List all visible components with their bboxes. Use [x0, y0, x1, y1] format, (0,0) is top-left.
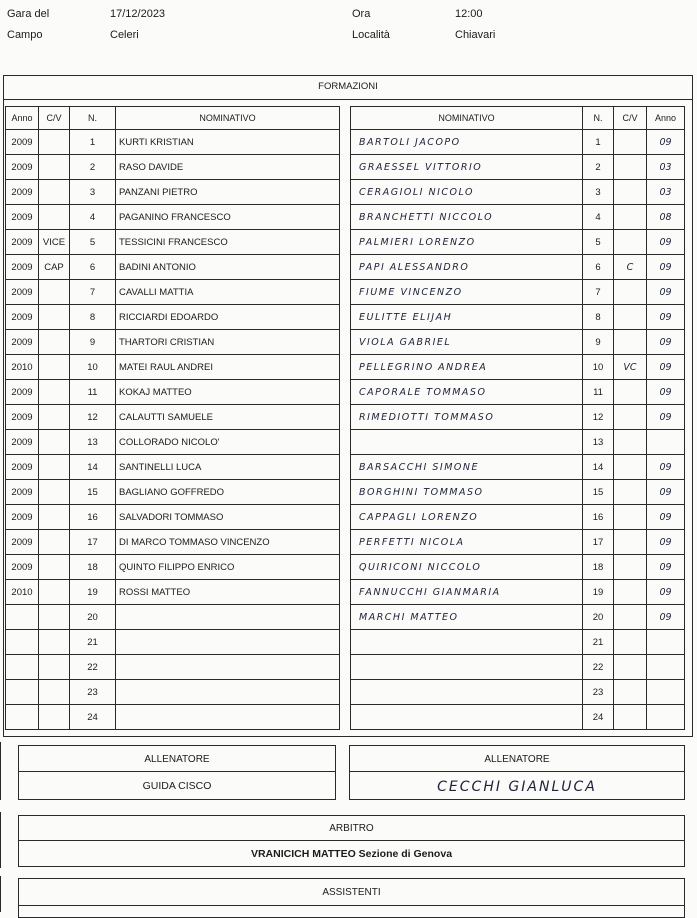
- player-number: 11: [70, 380, 116, 405]
- player-role: [39, 605, 70, 630]
- table-row: [351, 430, 685, 455]
- table-row: [351, 355, 685, 380]
- player-birth-year: 2009: [6, 405, 39, 430]
- formazioni-divider: [3, 99, 693, 100]
- home-coach-divider: [19, 771, 335, 772]
- player-number: 4: [583, 205, 614, 230]
- player-birth-year: 2009: [6, 380, 39, 405]
- player-name: CAVALLI MATTIA: [116, 280, 340, 305]
- player-role: [614, 305, 647, 330]
- col-header-name: NOMINATIVO: [351, 107, 583, 130]
- player-birth-year: 09: [647, 255, 685, 280]
- table-row: [351, 205, 685, 230]
- player-number: 18: [70, 555, 116, 580]
- player-number: 24: [70, 705, 116, 730]
- player-name: VIOLA GABRIEL: [351, 330, 583, 355]
- player-birth-year: 09: [647, 480, 685, 505]
- player-number: 12: [583, 405, 614, 430]
- player-name: RICCIARDI EDOARDO: [116, 305, 340, 330]
- player-role: [614, 455, 647, 480]
- player-name: BRANCHETTI NICCOLO: [351, 205, 583, 230]
- player-role: [39, 180, 70, 205]
- player-name: [116, 680, 340, 705]
- player-number: 23: [70, 680, 116, 705]
- player-role: [614, 530, 647, 555]
- player-birth-year: 09: [647, 580, 685, 605]
- player-role: [614, 405, 647, 430]
- table-row: [6, 305, 340, 330]
- player-birth-year: [6, 655, 39, 680]
- player-number: 2: [583, 155, 614, 180]
- table-row: [6, 480, 340, 505]
- player-role: [614, 705, 647, 730]
- player-role: [39, 130, 70, 155]
- player-birth-year: 2009: [6, 130, 39, 155]
- table-row: [6, 330, 340, 355]
- player-birth-year: 2009: [6, 180, 39, 205]
- player-number: 15: [70, 480, 116, 505]
- player-name: CAPPAGLI LORENZO: [351, 505, 583, 530]
- player-number: 2: [70, 155, 116, 180]
- away-team-header-row: [351, 107, 685, 130]
- player-number: 9: [583, 330, 614, 355]
- player-number: 22: [70, 655, 116, 680]
- player-role: [39, 555, 70, 580]
- table-row: [6, 655, 340, 680]
- player-number: 11: [583, 380, 614, 405]
- col-header-anno: Anno: [6, 107, 39, 130]
- table-row: [6, 380, 340, 405]
- player-birth-year: 09: [647, 230, 685, 255]
- player-role: [614, 155, 647, 180]
- player-role: CAP: [39, 255, 70, 280]
- player-role: [614, 205, 647, 230]
- player-number: 8: [70, 305, 116, 330]
- player-name: [116, 655, 340, 680]
- referee-label: ARBITRO: [329, 823, 374, 834]
- player-number: 18: [583, 555, 614, 580]
- player-name: THARTORI CRISTIAN: [116, 330, 340, 355]
- player-role: [39, 505, 70, 530]
- player-name: FIUME VINCENZO: [351, 280, 583, 305]
- away-coach-label: ALLENATORE: [484, 754, 550, 765]
- player-number: 3: [583, 180, 614, 205]
- player-role: [614, 555, 647, 580]
- player-birth-year: 09: [647, 555, 685, 580]
- table-row: [351, 505, 685, 530]
- player-role: [39, 330, 70, 355]
- player-birth-year: 2009: [6, 280, 39, 305]
- away-coach-name: CECCHI GIANLUCA: [437, 779, 597, 795]
- player-birth-year: 08: [647, 205, 685, 230]
- player-name: KOKAJ MATTEO: [116, 380, 340, 405]
- player-name: [351, 630, 583, 655]
- player-number: 10: [70, 355, 116, 380]
- player-birth-year: 2009: [6, 305, 39, 330]
- assistants-box: [18, 878, 685, 918]
- assistants-label: ASSISTENTI: [322, 887, 381, 898]
- player-birth-year: 09: [647, 605, 685, 630]
- player-number: 1: [583, 130, 614, 155]
- home-team-header-row: [6, 107, 340, 130]
- col-header-number: N.: [583, 107, 614, 130]
- player-name: QUINTO FILIPPO ENRICO: [116, 555, 340, 580]
- player-number: 13: [583, 430, 614, 455]
- field-value: Celeri: [110, 29, 139, 41]
- player-name: CALAUTTI SAMUELE: [116, 405, 340, 430]
- player-name: [116, 605, 340, 630]
- player-name: CERAGIOLI NICOLO: [351, 180, 583, 205]
- player-number: 5: [583, 230, 614, 255]
- player-name: CAPORALE TOMMASO: [351, 380, 583, 405]
- player-name: PERFETTI NICOLA: [351, 530, 583, 555]
- table-row: [351, 530, 685, 555]
- table-row: [6, 355, 340, 380]
- player-birth-year: 2009: [6, 230, 39, 255]
- player-number: 10: [583, 355, 614, 380]
- player-birth-year: 09: [647, 280, 685, 305]
- player-name: BAGLIANO GOFFREDO: [116, 480, 340, 505]
- player-birth-year: 09: [647, 455, 685, 480]
- player-role: [614, 605, 647, 630]
- player-number: 1: [70, 130, 116, 155]
- player-name: FANNUCCHI GIANMARIA: [351, 580, 583, 605]
- player-name: PALMIERI LORENZO: [351, 230, 583, 255]
- player-name: PAGANINO FRANCESCO: [116, 205, 340, 230]
- player-name: [116, 705, 340, 730]
- away-team-rows: [351, 130, 685, 730]
- player-name: QUIRICONI NICCOLO: [351, 555, 583, 580]
- time-value: 12:00: [455, 8, 483, 20]
- player-number: 23: [583, 680, 614, 705]
- player-birth-year: 2009: [6, 430, 39, 455]
- player-name: BADINI ANTONIO: [116, 255, 340, 280]
- edge-mark: [0, 876, 1, 912]
- table-row: [351, 680, 685, 705]
- player-role: [614, 505, 647, 530]
- player-birth-year: 2010: [6, 355, 39, 380]
- player-birth-year: 09: [647, 405, 685, 430]
- player-role: [39, 205, 70, 230]
- player-name: [351, 430, 583, 455]
- table-row: [6, 580, 340, 605]
- table-row: [351, 380, 685, 405]
- player-name: [351, 655, 583, 680]
- player-number: 6: [70, 255, 116, 280]
- player-number: 7: [583, 280, 614, 305]
- col-header-name: NOMINATIVO: [116, 107, 340, 130]
- player-birth-year: [6, 680, 39, 705]
- player-role: [614, 380, 647, 405]
- home-coach-box: [18, 745, 336, 800]
- player-role: [614, 180, 647, 205]
- player-role: [614, 480, 647, 505]
- player-role: [614, 630, 647, 655]
- player-number: 9: [70, 330, 116, 355]
- player-role: [39, 655, 70, 680]
- col-header-cv: C/V: [614, 107, 647, 130]
- player-number: 19: [583, 580, 614, 605]
- player-role: [614, 580, 647, 605]
- player-birth-year: 09: [647, 305, 685, 330]
- table-row: [6, 430, 340, 455]
- player-name: KURTI KRISTIAN: [116, 130, 340, 155]
- player-number: 16: [70, 505, 116, 530]
- player-name: BORGHINI TOMMASO: [351, 480, 583, 505]
- player-name: RIMEDIOTTI TOMMASO: [351, 405, 583, 430]
- home-coach-name: GUIDA CISCO: [142, 780, 212, 792]
- home-coach-label: ALLENATORE: [144, 754, 210, 765]
- player-role: [39, 305, 70, 330]
- player-birth-year: [647, 430, 685, 455]
- player-birth-year: 09: [647, 130, 685, 155]
- home-team-rows: [6, 130, 340, 730]
- player-name: ROSSI MATTEO: [116, 580, 340, 605]
- player-number: 17: [70, 530, 116, 555]
- player-number: 16: [583, 505, 614, 530]
- away-team-table: [350, 106, 685, 730]
- player-birth-year: 2009: [6, 205, 39, 230]
- player-name: PANZANI PIETRO: [116, 180, 340, 205]
- table-row: [6, 405, 340, 430]
- player-birth-year: 2009: [6, 480, 39, 505]
- player-number: 7: [70, 280, 116, 305]
- player-role: C: [614, 255, 647, 280]
- player-name: DI MARCO TOMMASO VINCENZO: [116, 530, 340, 555]
- player-role: [39, 155, 70, 180]
- player-number: 4: [70, 205, 116, 230]
- player-role: [39, 480, 70, 505]
- away-coach-box: [349, 745, 685, 800]
- player-birth-year: 2009: [6, 155, 39, 180]
- table-row: [351, 330, 685, 355]
- player-name: COLLORADO NICOLO': [116, 430, 340, 455]
- player-name: BARTOLI JACOPO: [351, 130, 583, 155]
- player-role: [39, 630, 70, 655]
- player-birth-year: 03: [647, 180, 685, 205]
- col-header-anno: Anno: [647, 107, 685, 130]
- player-birth-year: 2010: [6, 580, 39, 605]
- home-team-table: [5, 106, 340, 730]
- player-number: 14: [70, 455, 116, 480]
- player-number: 22: [583, 655, 614, 680]
- player-role: VICE: [39, 230, 70, 255]
- player-role: [39, 455, 70, 480]
- table-row: [6, 205, 340, 230]
- table-row: [351, 155, 685, 180]
- player-name: SALVADORI TOMMASO: [116, 505, 340, 530]
- table-row: [6, 455, 340, 480]
- table-row: [351, 130, 685, 155]
- player-name: GRAESSEL VITTORIO: [351, 155, 583, 180]
- player-birth-year: 2009: [6, 330, 39, 355]
- player-role: [39, 280, 70, 305]
- table-row: [351, 555, 685, 580]
- player-role: [614, 430, 647, 455]
- table-row: [351, 280, 685, 305]
- formazioni-title: FORMAZIONI: [318, 81, 378, 92]
- player-number: 3: [70, 180, 116, 205]
- player-birth-year: [6, 605, 39, 630]
- away-coach-divider: [350, 771, 684, 772]
- match-date-label: Gara del: [7, 8, 50, 20]
- player-birth-year: [6, 630, 39, 655]
- player-number: 13: [70, 430, 116, 455]
- table-row: [6, 680, 340, 705]
- player-name: BARSACCHI SIMONE: [351, 455, 583, 480]
- player-birth-year: 2009: [6, 530, 39, 555]
- player-role: [39, 530, 70, 555]
- player-name: TESSICINI FRANCESCO: [116, 230, 340, 255]
- player-number: 21: [70, 630, 116, 655]
- table-row: [351, 455, 685, 480]
- table-row: [6, 130, 340, 155]
- table-row: [351, 580, 685, 605]
- table-row: [6, 705, 340, 730]
- col-header-number: N.: [70, 107, 116, 130]
- player-number: 21: [583, 630, 614, 655]
- referee-divider: [19, 840, 684, 841]
- table-row: [6, 555, 340, 580]
- player-number: 20: [70, 605, 116, 630]
- table-row: [351, 255, 685, 280]
- player-birth-year: [647, 705, 685, 730]
- player-role: [39, 380, 70, 405]
- player-role: [614, 230, 647, 255]
- player-number: 12: [70, 405, 116, 430]
- table-row: [351, 655, 685, 680]
- player-birth-year: [647, 680, 685, 705]
- player-number: 5: [70, 230, 116, 255]
- referee-box: [18, 815, 685, 867]
- table-row: [6, 505, 340, 530]
- table-row: [351, 405, 685, 430]
- player-role: [614, 280, 647, 305]
- player-birth-year: 09: [647, 505, 685, 530]
- player-role: [614, 330, 647, 355]
- player-role: [39, 405, 70, 430]
- player-role: [39, 580, 70, 605]
- player-role: [614, 130, 647, 155]
- match-date-value: 17/12/2023: [110, 8, 166, 20]
- table-row: [6, 255, 340, 280]
- player-name: PELLEGRINO ANDREA: [351, 355, 583, 380]
- player-birth-year: 2009: [6, 255, 39, 280]
- edge-mark: [0, 812, 1, 868]
- edge-mark: [0, 742, 1, 800]
- player-number: 17: [583, 530, 614, 555]
- field-label: Campo: [7, 29, 43, 41]
- player-birth-year: 09: [647, 380, 685, 405]
- table-row: [6, 530, 340, 555]
- player-number: 20: [583, 605, 614, 630]
- player-birth-year: [6, 705, 39, 730]
- table-row: [6, 155, 340, 180]
- table-row: [351, 480, 685, 505]
- player-birth-year: [647, 655, 685, 680]
- player-number: 24: [583, 705, 614, 730]
- place-value: Chiavari: [455, 29, 496, 41]
- player-role: VC: [614, 355, 647, 380]
- table-row: [351, 605, 685, 630]
- place-label: Località: [352, 29, 390, 41]
- player-number: 8: [583, 305, 614, 330]
- player-name: PAPI ALESSANDRO: [351, 255, 583, 280]
- col-header-cv: C/V: [39, 107, 70, 130]
- player-name: SANTINELLI LUCA: [116, 455, 340, 480]
- player-role: [39, 430, 70, 455]
- player-name: MARCHI MATTEO: [351, 605, 583, 630]
- table-row: [351, 180, 685, 205]
- player-name: RASO DAVIDE: [116, 155, 340, 180]
- table-row: [351, 230, 685, 255]
- player-birth-year: 2009: [6, 505, 39, 530]
- player-name: [351, 680, 583, 705]
- table-row: [351, 305, 685, 330]
- player-role: [39, 705, 70, 730]
- player-name: EULITTE ELIJAH: [351, 305, 583, 330]
- player-birth-year: [647, 630, 685, 655]
- player-role: [39, 680, 70, 705]
- player-name: [116, 630, 340, 655]
- player-role: [39, 355, 70, 380]
- player-number: 6: [583, 255, 614, 280]
- player-birth-year: 2009: [6, 455, 39, 480]
- player-birth-year: 09: [647, 355, 685, 380]
- player-number: 14: [583, 455, 614, 480]
- player-birth-year: 2009: [6, 555, 39, 580]
- table-row: [6, 630, 340, 655]
- player-number: 15: [583, 480, 614, 505]
- player-role: [614, 680, 647, 705]
- referee-name: VRANICICH MATTEO Sezione di Genova: [250, 848, 453, 860]
- table-row: [351, 705, 685, 730]
- player-number: 19: [70, 580, 116, 605]
- player-birth-year: 09: [647, 330, 685, 355]
- table-row: [6, 230, 340, 255]
- table-row: [6, 605, 340, 630]
- player-name: MATEI RAUL ANDREI: [116, 355, 340, 380]
- player-birth-year: 09: [647, 530, 685, 555]
- time-label: Ora: [352, 8, 371, 20]
- table-row: [6, 180, 340, 205]
- player-name: [351, 705, 583, 730]
- player-birth-year: 03: [647, 155, 685, 180]
- assistants-divider: [19, 905, 684, 906]
- player-role: [614, 655, 647, 680]
- table-row: [6, 280, 340, 305]
- table-row: [351, 630, 685, 655]
